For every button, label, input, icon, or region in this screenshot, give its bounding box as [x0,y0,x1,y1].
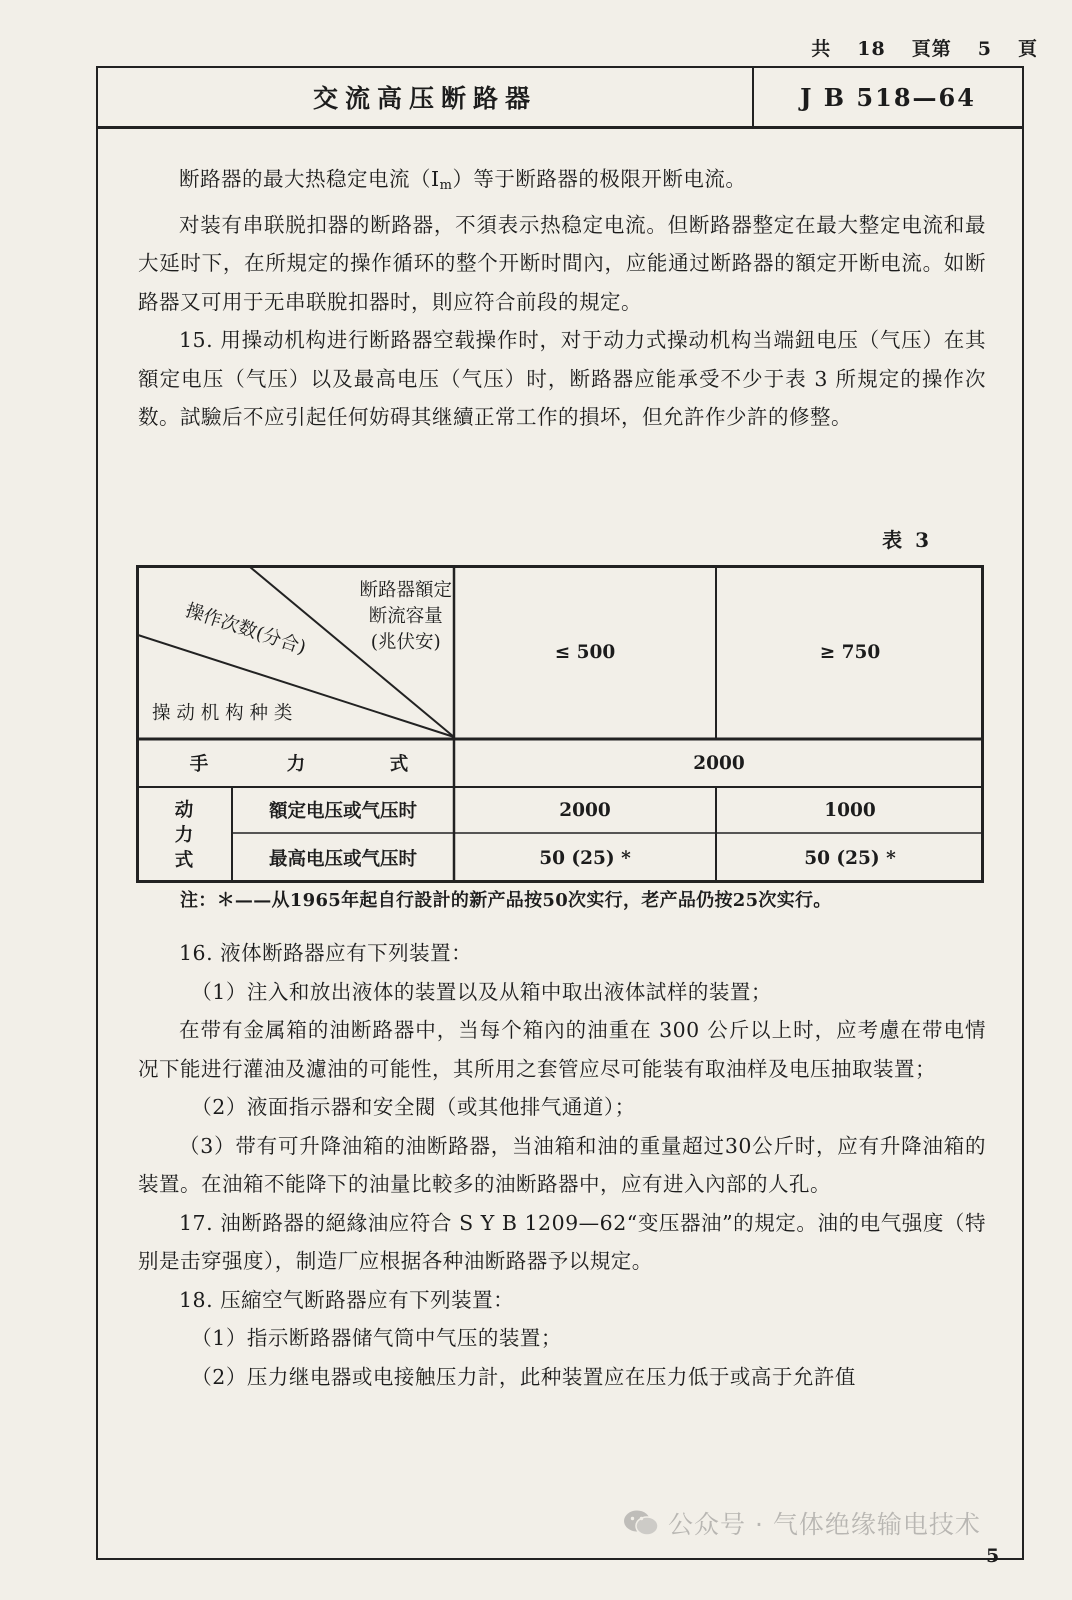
row-power-label: 动 力 式 [174,799,194,871]
standard-number: J B 518—64 [800,82,976,112]
paragraph-1-a: 断路器的最大热稳定电流（I [179,167,440,191]
table-3 [136,565,984,883]
paragraph-17: 17. 油断路器的絕緣油应符合 S Y B 1209—62“变压器油”的規定。油的电气强度（特别是击穿强度），制造厂应根据各种油断路器予以規定。 [138,1210,986,1273]
watermark [622,1505,981,1541]
paragraph-16-1: （1）注入和放出液体的装置以及从箱中取出液体試样的装置； [191,979,772,1004]
paragraph-16-3: （3）带有可升降油箱的油断路器，当油箱和油的重量超过30公斤时，应有升降油箱的装置。在油箱不能降下的油量比較多的油断路器中，应有进入內部的人孔。 [138,1133,986,1196]
page-count [811,34,1038,61]
paragraph-18-1: （1）指示断路器储气筒中气压的装置； [191,1326,562,1350]
row-manual-char-1: 手 [189,754,209,775]
row-rated-v1: 2000 [559,799,611,821]
row-rated-v2: 1000 [824,799,876,821]
diag-header-capacity: 断路器額定 断流容量 (兆伏安) [359,580,452,653]
paragraph-1-b: ）等于断路器的极限开断电流。 [452,167,747,191]
footer-page-number: 5 [986,1545,1000,1567]
paragraph-18-2: （2）压力继电器或电接触压力計，此种装置应在压力低于或高于允許值 [191,1364,856,1389]
table-note: 注：＊——从1965年起自行設計的新产品按50次实行，老产品仍按25次实行。 [180,890,832,911]
paragraph-1 [138,160,986,206]
row-manual-value: 2000 [693,752,745,774]
row-max-v1: 50 (25) * [539,847,631,869]
paragraph-16-2: （2）液面指示器和安全閥（或其他排气通道）； [191,1095,636,1119]
col-header-le500: ≤ 500 [554,641,616,663]
paragraph-15: 15. 用操动机构进行断路器空载操作时，对于动力式操动机构当端鈕电压（气压）在其額定电压（气压）以及最高电压（气压）时，断路器应能承受不少于表 3 所規定的操作次数。試驗后不应引起任何妨碍其继續正常工作的損坏，但允許作少許的修整。 [138,328,986,429]
row-manual-char-2: 力 [286,754,306,775]
page-total: 18 [857,38,886,60]
page-mid-label: 頁第 [911,38,952,60]
table-caption: 表 3 [882,528,932,552]
subscript-m: m [439,178,453,193]
paragraph-16-1b: 在带有金属箱的油断路器中，当每个箱內的油重在 300 公斤以上时，应考慮在带电情况下能进行灌油及濾油的可能性，其所用之套管应尽可能装有取油样及电压抽取装置； [138,1018,986,1081]
paragraph-18: 18. 压縮空气断路器应有下列装置： [179,1287,515,1312]
row-max-v2: 50 (25) * [804,847,896,869]
watermark-text: 公众号 · 气体绝缘输电技术 [668,1510,981,1539]
row-manual-char-3: 式 [389,754,409,775]
wechat-icon [622,1508,660,1538]
page-count-label: 共 [811,38,832,60]
diag-header-operations: 操作次数(分合) [182,600,309,659]
body-text-bottom [138,934,986,1396]
col-header-ge750: ≥ 750 [819,641,881,663]
row-rated-label: 額定电压或气压时 [268,801,417,822]
diag-header-mechanism: 操 动 机 构 种 类 [152,703,293,724]
document-title: 交流高压断路器 [98,68,754,126]
header-row [98,68,1022,129]
page-end-label: 頁 [1017,38,1038,60]
paragraph-2: 对装有串联脱扣器的断路器，不須表示热稳定电流。但断路器整定在最大整定电流和最大延时下，在所規定的操作循环的整个开断时間內，应能通过断路器的額定开断电流。如断路器又可用于无串联脫扣器时，則应符合前段的規定。 [138,212,986,314]
paragraph-16: 16. 液体断路器应有下列装置： [179,941,473,965]
row-max-label: 最高电压或气压时 [268,849,417,870]
page-current: 5 [977,38,992,60]
body-text-top [138,160,986,437]
